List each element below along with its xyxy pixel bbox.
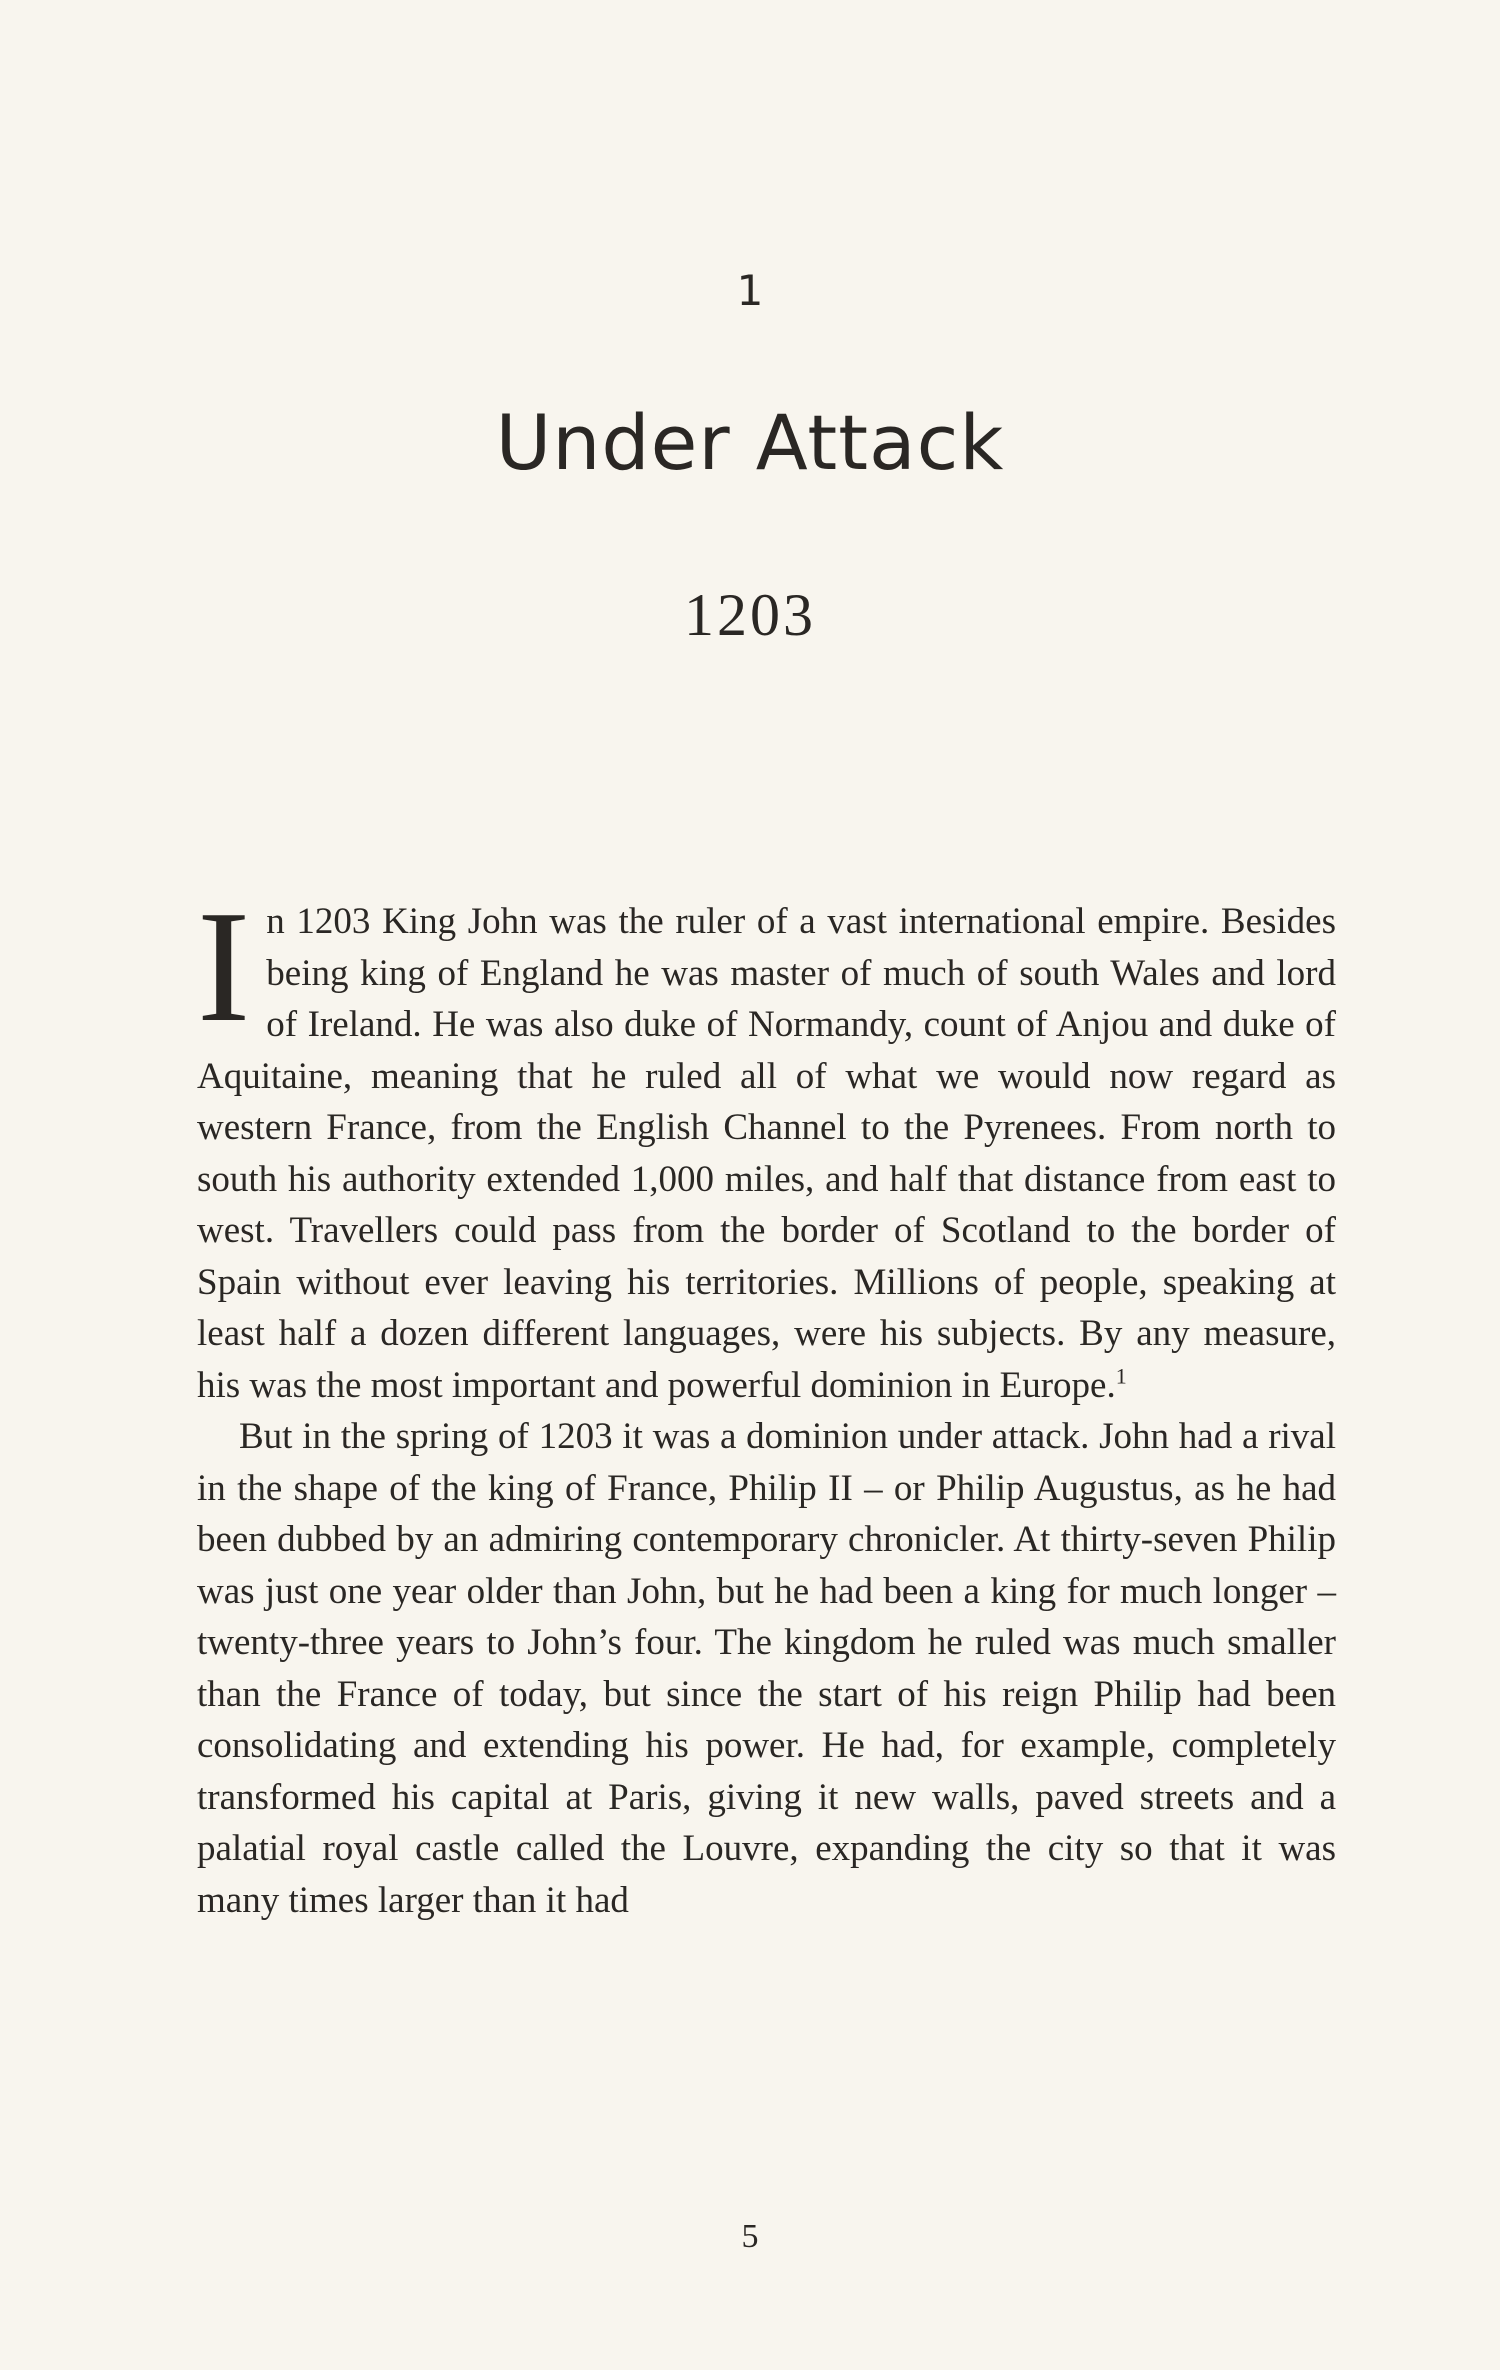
footnote-reference: 1 [1115,1363,1127,1389]
paragraph-1 [197,877,1336,1411]
chapter-title: Under Attack [495,398,1005,487]
paragraph-1-text: n 1203 King John was the ruler of a vast international empire. Besides being king of England he was master of much of south Wales and lord of Ireland. He was also duke of Normandy, count of Anjou and duke of Aquitaine, meaning that he ruled all of what we would now regard as western France, from the English Channel to the Pyrenees. From north to south his authority extended 1,000 miles, and half that distance from east to west. Travellers could pass from the border of Scotland to the border of Spain without ever leaving his territories. Millions of people, speaking at least half a dozen different languages, were his subjects. By any measure, his was the most important and powerful dominion in Europe. [197,901,1336,1406]
page-number: 5 [741,2218,759,2255]
body-text [197,877,1336,1926]
chapter-number: 1 [736,266,764,315]
drop-cap: I [197,877,251,1055]
paragraph-2: But in the spring of 1203 it was a dominion under attack. John had a rival in the shape of the king of France, Philip II – or Philip Augustus, as he had been dubbed by an admiring contemporary chronicler. At thirty-seven Philip was just one year older than John, but he had been a king for much longer – twenty-three years to John’s four. The kingdom he ruled was much smaller than the France of today, but since the start of his reign Philip had been consolidating and extending his power. He had, for example, completely transformed his capital at Paris, giving it new walls, paved streets and a palatial royal castle called the Louvre, expanding the city so that it was many times larger than it had [197,1416,1336,1921]
chapter-year: 1203 [684,582,816,648]
